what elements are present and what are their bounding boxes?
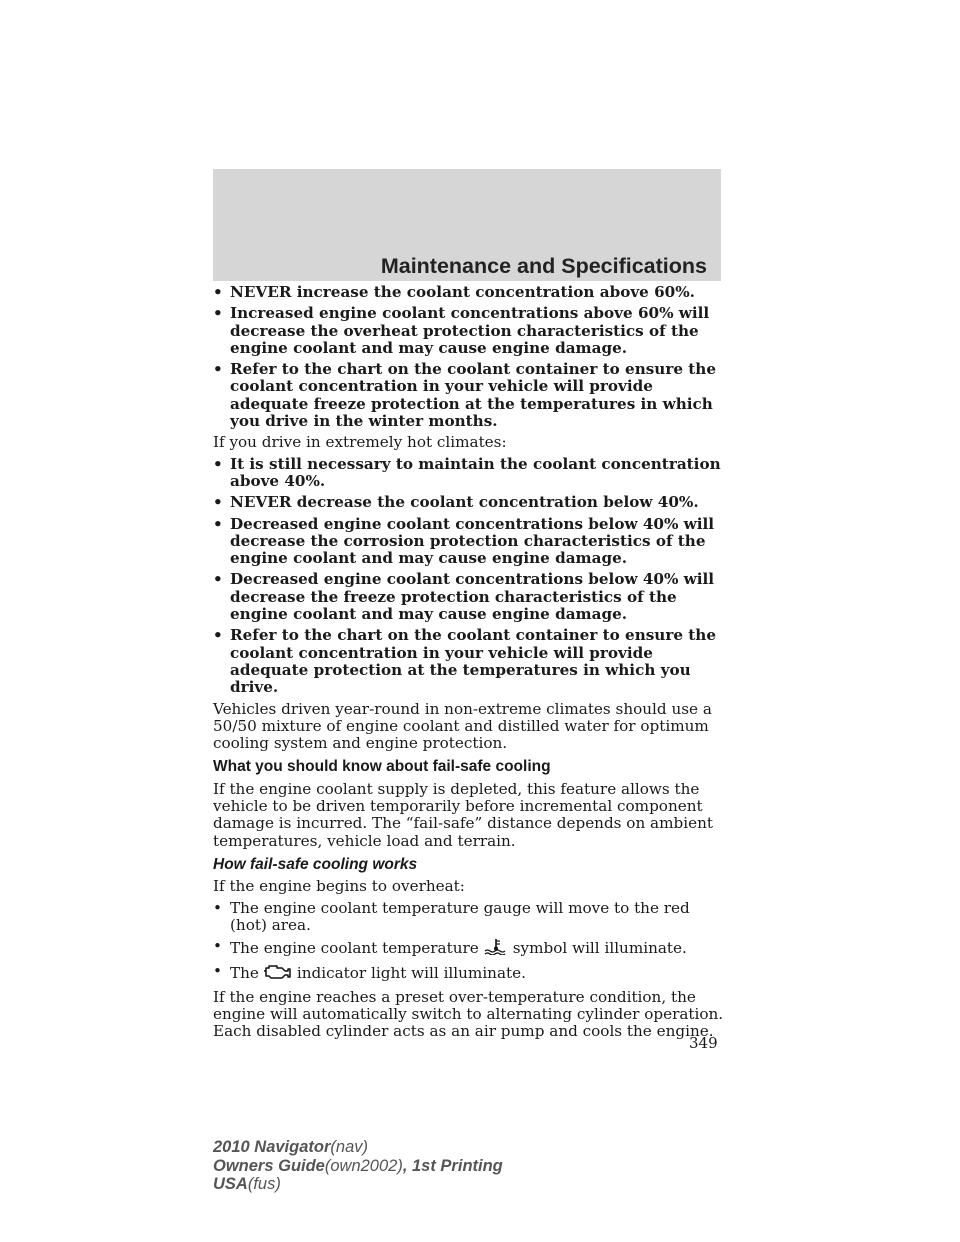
- failsafe-paragraph: If the engine coolant supply is depleted, this feature allows the vehicle to be driven temporarily before incremental component damage is incurred. The “fail-safe” distance depends on ambient temperatures, vehicle load and terrain.: [213, 779, 713, 850]
- overheat-intro: If the engine begins to overheat:: [213, 877, 465, 896]
- list-item: • Refer to the chart on the coolant container to ensure the coolant concentration in your vehicle will provide adequate protection at the temperatures in which you drive.: [213, 626, 717, 697]
- hot-climates-intro: If you drive in extremely hot climates:: [213, 433, 507, 452]
- list-item: • Increased engine coolant concentrations above 60% will decrease the overheat protection characteristics of the engine coolant and may cause engine damage.: [213, 304, 710, 357]
- section-header-band: [213, 169, 721, 281]
- footer-line-2: Owners Guide(own2002), 1st Printing: [213, 1156, 503, 1175]
- page-content: [213, 284, 725, 1045]
- footer-line-1: 2010 Navigator(nav): [213, 1138, 368, 1156]
- list-item: • The engine coolant temperature symbol will illuminate.: [213, 938, 725, 959]
- list-item: • Decreased engine coolant concentrations below 40% will decrease the corrosion protection characteristics of the engine coolant and may cause engine damage.: [213, 514, 715, 568]
- page-number: 349: [689, 1034, 718, 1052]
- list-item: • It is still necessary to maintain the coolant concentration above 40%.: [213, 454, 721, 490]
- list-item: • The engine coolant temperature gauge will move to the red (hot) area.: [213, 898, 690, 934]
- list-item: • The indicator light will illuminate.: [213, 963, 725, 984]
- non-extreme-paragraph: Vehicles driven year-round in non-extreme climates should use a 50/50 mixture of engine coolant and distilled water for optimum cooling system and engine protection.: [213, 699, 712, 753]
- coolant-temperature-icon: [483, 938, 509, 959]
- list-item: • Decreased engine coolant concentrations below 40% will decrease the freeze protection characteristics of the engine coolant and may cause engine damage.: [213, 570, 715, 624]
- section-title: Maintenance and Specifications: [380, 254, 707, 278]
- failsafe-subheading: How fail-safe cooling works: [213, 855, 418, 873]
- check-engine-icon: [263, 963, 293, 984]
- failsafe-heading: What you should know about fail-safe cooling: [213, 758, 551, 776]
- list-item: • NEVER decrease the coolant concentration below 40%.: [213, 493, 699, 512]
- list-item: • NEVER increase the coolant concentration above 60%.: [213, 283, 695, 301]
- final-paragraph: If the engine reaches a preset over-temperature condition, the engine will automatically switch to alternating cylinder operation. Each disabled cylinder acts as an air pump and cools the engine.: [213, 987, 724, 1041]
- footer-line-3: USA(fus): [213, 1175, 281, 1193]
- list-item: • Refer to the chart on the coolant container to ensure the coolant concentration in your vehicle will provide adequate freeze protection at the temperatures in which you drive in the winter months.: [213, 360, 717, 431]
- print-footer: [213, 1138, 503, 1194]
